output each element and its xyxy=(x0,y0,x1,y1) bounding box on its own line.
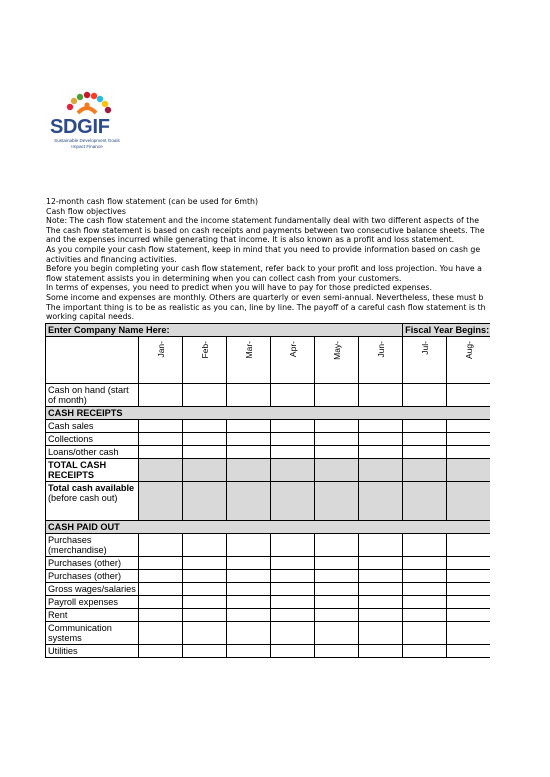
value-cell[interactable] xyxy=(403,609,447,622)
row-label: Purchases (other) xyxy=(46,570,139,583)
month-header-row xyxy=(46,337,536,384)
note-line: 12-month cash flow statement (can be used for 6mth) xyxy=(46,197,258,206)
value-cell[interactable] xyxy=(403,583,447,596)
value-cell[interactable] xyxy=(271,557,315,570)
value-cell[interactable] xyxy=(227,583,271,596)
value-cell[interactable] xyxy=(271,609,315,622)
value-cell[interactable] xyxy=(183,459,227,482)
row-label: Payroll expenses xyxy=(46,596,139,609)
value-cell[interactable] xyxy=(359,596,403,609)
value-cell[interactable] xyxy=(139,583,183,596)
month-label: Jan- xyxy=(155,341,166,358)
value-cell[interactable] xyxy=(271,583,315,596)
row-label: Rent xyxy=(46,609,139,622)
value-cell[interactable] xyxy=(359,433,403,446)
value-cell[interactable] xyxy=(447,557,491,570)
value-cell[interactable] xyxy=(359,384,403,407)
row-label: Cash on hand (start of month) xyxy=(46,384,139,407)
table-row xyxy=(46,609,536,622)
value-cell[interactable] xyxy=(315,534,359,557)
value-cell[interactable] xyxy=(227,609,271,622)
row-label: TOTAL CASH RECEIPTS xyxy=(46,459,139,482)
value-cell[interactable] xyxy=(447,609,491,622)
value-cell[interactable] xyxy=(359,645,403,658)
value-cell[interactable] xyxy=(139,645,183,658)
value-cell[interactable] xyxy=(139,557,183,570)
value-cell[interactable] xyxy=(315,622,359,645)
value-cell[interactable] xyxy=(359,557,403,570)
value-cell[interactable] xyxy=(139,446,183,459)
fiscal-year-label[interactable]: Fiscal Year Begins: xyxy=(403,324,536,337)
value-cell[interactable] xyxy=(359,583,403,596)
value-cell[interactable] xyxy=(271,433,315,446)
value-cell[interactable] xyxy=(315,384,359,407)
value-cell[interactable] xyxy=(403,622,447,645)
row-label: Purchases (merchandise) xyxy=(46,534,139,557)
table-row xyxy=(46,521,536,534)
value-cell[interactable] xyxy=(271,596,315,609)
month-label: Jun- xyxy=(375,341,386,358)
value-cell[interactable] xyxy=(139,433,183,446)
note-line: In terms of expenses, you need to predict when you will have to pay for those predicted expenses. xyxy=(46,283,432,293)
note-line: Before you begin completing your cash flow statement, refer back to your profit and loss projection. You have a xyxy=(46,264,482,274)
value-cell[interactable] xyxy=(315,420,359,433)
note-line: activities and financing activities. xyxy=(46,254,177,264)
value-cell[interactable] xyxy=(315,609,359,622)
value-cell[interactable] xyxy=(227,645,271,658)
table-row xyxy=(46,420,536,433)
table-row xyxy=(46,446,536,459)
value-cell[interactable] xyxy=(359,482,403,521)
value-cell[interactable] xyxy=(447,645,491,658)
value-cell[interactable] xyxy=(315,596,359,609)
value-cell[interactable] xyxy=(271,570,315,583)
row-label: Communication systems xyxy=(46,622,139,645)
value-cell[interactable] xyxy=(183,622,227,645)
value-cell[interactable] xyxy=(447,622,491,645)
month-label: May- xyxy=(331,341,342,360)
note-line: As you compile your cash flow statement, keep in mind that you need to provide information based on cash ge xyxy=(46,244,481,254)
value-cell[interactable] xyxy=(403,482,447,521)
value-cell[interactable] xyxy=(403,384,447,407)
header-bar xyxy=(46,324,536,337)
month-label: Feb- xyxy=(199,341,210,359)
row-label: Gross wages/salaries xyxy=(46,583,139,596)
row-label: Collections xyxy=(46,433,139,446)
month-header[interactable] xyxy=(447,337,491,384)
value-cell[interactable] xyxy=(271,459,315,482)
value-cell[interactable] xyxy=(315,645,359,658)
table-row xyxy=(46,583,536,596)
value-cell[interactable] xyxy=(227,570,271,583)
note-line: and the expenses incurred while generating that income. It is also known as a profit and loss statement. xyxy=(46,235,455,245)
table-row xyxy=(46,557,536,570)
value-cell[interactable] xyxy=(359,534,403,557)
value-cell[interactable] xyxy=(315,482,359,521)
value-cell[interactable] xyxy=(183,482,227,521)
month-header[interactable] xyxy=(271,337,315,384)
value-cell[interactable] xyxy=(227,384,271,407)
table-row xyxy=(46,407,536,420)
row-label-header xyxy=(46,337,139,384)
value-cell[interactable] xyxy=(447,482,491,521)
note-line: flow statement assists you in determining when you can collect cash from your customers. xyxy=(46,273,402,283)
value-cell[interactable] xyxy=(183,534,227,557)
value-cell[interactable] xyxy=(403,433,447,446)
logo-arc xyxy=(67,92,111,113)
logo-subtitle: Sustainable Development Goals Impact Finance xyxy=(54,138,120,149)
value-cell[interactable] xyxy=(359,622,403,645)
note-line: The important thing is to be as realistic as you can, line by line. The payoff of a careful cash flow statement is th xyxy=(46,302,486,312)
value-cell[interactable] xyxy=(227,459,271,482)
value-cell[interactable] xyxy=(271,482,315,521)
value-cell[interactable] xyxy=(315,446,359,459)
value-cell[interactable] xyxy=(271,622,315,645)
value-cell[interactable] xyxy=(227,596,271,609)
value-cell[interactable] xyxy=(183,433,227,446)
value-cell[interactable] xyxy=(183,420,227,433)
value-cell[interactable] xyxy=(271,534,315,557)
row-label: Total cash available (before cash out) xyxy=(46,482,139,521)
value-cell[interactable] xyxy=(359,570,403,583)
value-cell[interactable] xyxy=(403,446,447,459)
value-cell[interactable] xyxy=(359,609,403,622)
value-cell[interactable] xyxy=(359,420,403,433)
value-cell[interactable] xyxy=(447,583,491,596)
cash-flow-table xyxy=(45,323,536,658)
month-label: Mar- xyxy=(243,341,254,359)
value-cell[interactable] xyxy=(403,596,447,609)
value-cell[interactable] xyxy=(139,609,183,622)
value-cell[interactable] xyxy=(447,384,491,407)
value-cell[interactable] xyxy=(403,645,447,658)
value-cell[interactable] xyxy=(447,534,491,557)
value-cell[interactable] xyxy=(271,420,315,433)
table-row xyxy=(46,622,536,645)
table-row xyxy=(46,596,536,609)
month-label: Aug- xyxy=(463,341,474,359)
note-line: working capital needs. xyxy=(46,312,135,322)
value-cell[interactable] xyxy=(139,420,183,433)
value-cell[interactable] xyxy=(139,482,183,521)
value-cell[interactable] xyxy=(227,433,271,446)
value-cell[interactable] xyxy=(271,384,315,407)
value-cell[interactable] xyxy=(183,609,227,622)
value-cell[interactable] xyxy=(183,446,227,459)
row-label: Purchases (other) xyxy=(46,557,139,570)
note-line: Note: The cash flow statement and the income statement fundamentally deal with two different aspects of the xyxy=(46,216,479,226)
section-header: CASH RECEIPTS xyxy=(46,407,536,420)
value-cell[interactable] xyxy=(315,557,359,570)
table-row xyxy=(46,433,536,446)
value-cell[interactable] xyxy=(403,534,447,557)
value-cell[interactable] xyxy=(183,583,227,596)
value-cell[interactable] xyxy=(447,570,491,583)
value-cell[interactable] xyxy=(183,596,227,609)
logo-wordmark: SDGIF xyxy=(50,116,110,138)
value-cell[interactable] xyxy=(227,482,271,521)
value-cell[interactable] xyxy=(271,645,315,658)
row-label: Utilities xyxy=(46,645,139,658)
value-cell[interactable] xyxy=(403,557,447,570)
value-cell[interactable] xyxy=(227,622,271,645)
row-label: Cash sales xyxy=(46,420,139,433)
value-cell[interactable] xyxy=(403,420,447,433)
value-cell[interactable] xyxy=(227,557,271,570)
company-name-label[interactable]: Enter Company Name Here: xyxy=(46,324,403,337)
value-cell[interactable] xyxy=(139,384,183,407)
row-label: Loans/other cash xyxy=(46,446,139,459)
value-cell[interactable] xyxy=(447,420,491,433)
value-cell[interactable] xyxy=(315,433,359,446)
value-cell[interactable] xyxy=(315,459,359,482)
value-cell[interactable] xyxy=(403,459,447,482)
instructions-text xyxy=(46,197,490,322)
table-row xyxy=(46,534,536,557)
value-cell[interactable] xyxy=(227,534,271,557)
month-header[interactable] xyxy=(359,337,403,384)
value-cell[interactable] xyxy=(183,384,227,407)
value-cell[interactable] xyxy=(359,446,403,459)
section-header: CASH PAID OUT xyxy=(46,521,536,534)
value-cell[interactable] xyxy=(271,446,315,459)
note-line: The cash flow statement is based on cash receipts and payments between two consecutive balance sheets. The xyxy=(46,225,485,235)
note-line: Some income and expenses are monthly. Others are quarterly or even semi-annual. Nevertheless, these must b xyxy=(46,292,484,302)
table-row xyxy=(46,482,536,521)
table-row xyxy=(46,384,536,407)
value-cell[interactable] xyxy=(447,433,491,446)
value-cell[interactable] xyxy=(183,570,227,583)
month-header[interactable] xyxy=(403,337,447,384)
value-cell[interactable] xyxy=(227,446,271,459)
month-header[interactable] xyxy=(315,337,359,384)
value-cell[interactable] xyxy=(183,645,227,658)
value-cell[interactable] xyxy=(139,459,183,482)
value-cell[interactable] xyxy=(315,570,359,583)
note-line: Cash flow objectives xyxy=(46,206,126,216)
value-cell[interactable] xyxy=(183,557,227,570)
value-cell[interactable] xyxy=(359,459,403,482)
value-cell[interactable] xyxy=(139,570,183,583)
value-cell[interactable] xyxy=(139,596,183,609)
value-cell[interactable] xyxy=(447,596,491,609)
month-header[interactable] xyxy=(183,337,227,384)
month-label: Jul- xyxy=(419,341,430,355)
table-row xyxy=(46,459,536,482)
value-cell[interactable] xyxy=(227,420,271,433)
value-cell[interactable] xyxy=(315,583,359,596)
value-cell[interactable] xyxy=(139,534,183,557)
month-label: Apr- xyxy=(287,341,298,358)
month-header[interactable] xyxy=(227,337,271,384)
value-cell[interactable] xyxy=(403,570,447,583)
table-row xyxy=(46,570,536,583)
value-cell[interactable] xyxy=(447,446,491,459)
page-edge xyxy=(490,310,550,777)
value-cell[interactable] xyxy=(139,622,183,645)
value-cell[interactable] xyxy=(447,459,491,482)
month-header[interactable] xyxy=(139,337,183,384)
table-row xyxy=(46,645,536,658)
